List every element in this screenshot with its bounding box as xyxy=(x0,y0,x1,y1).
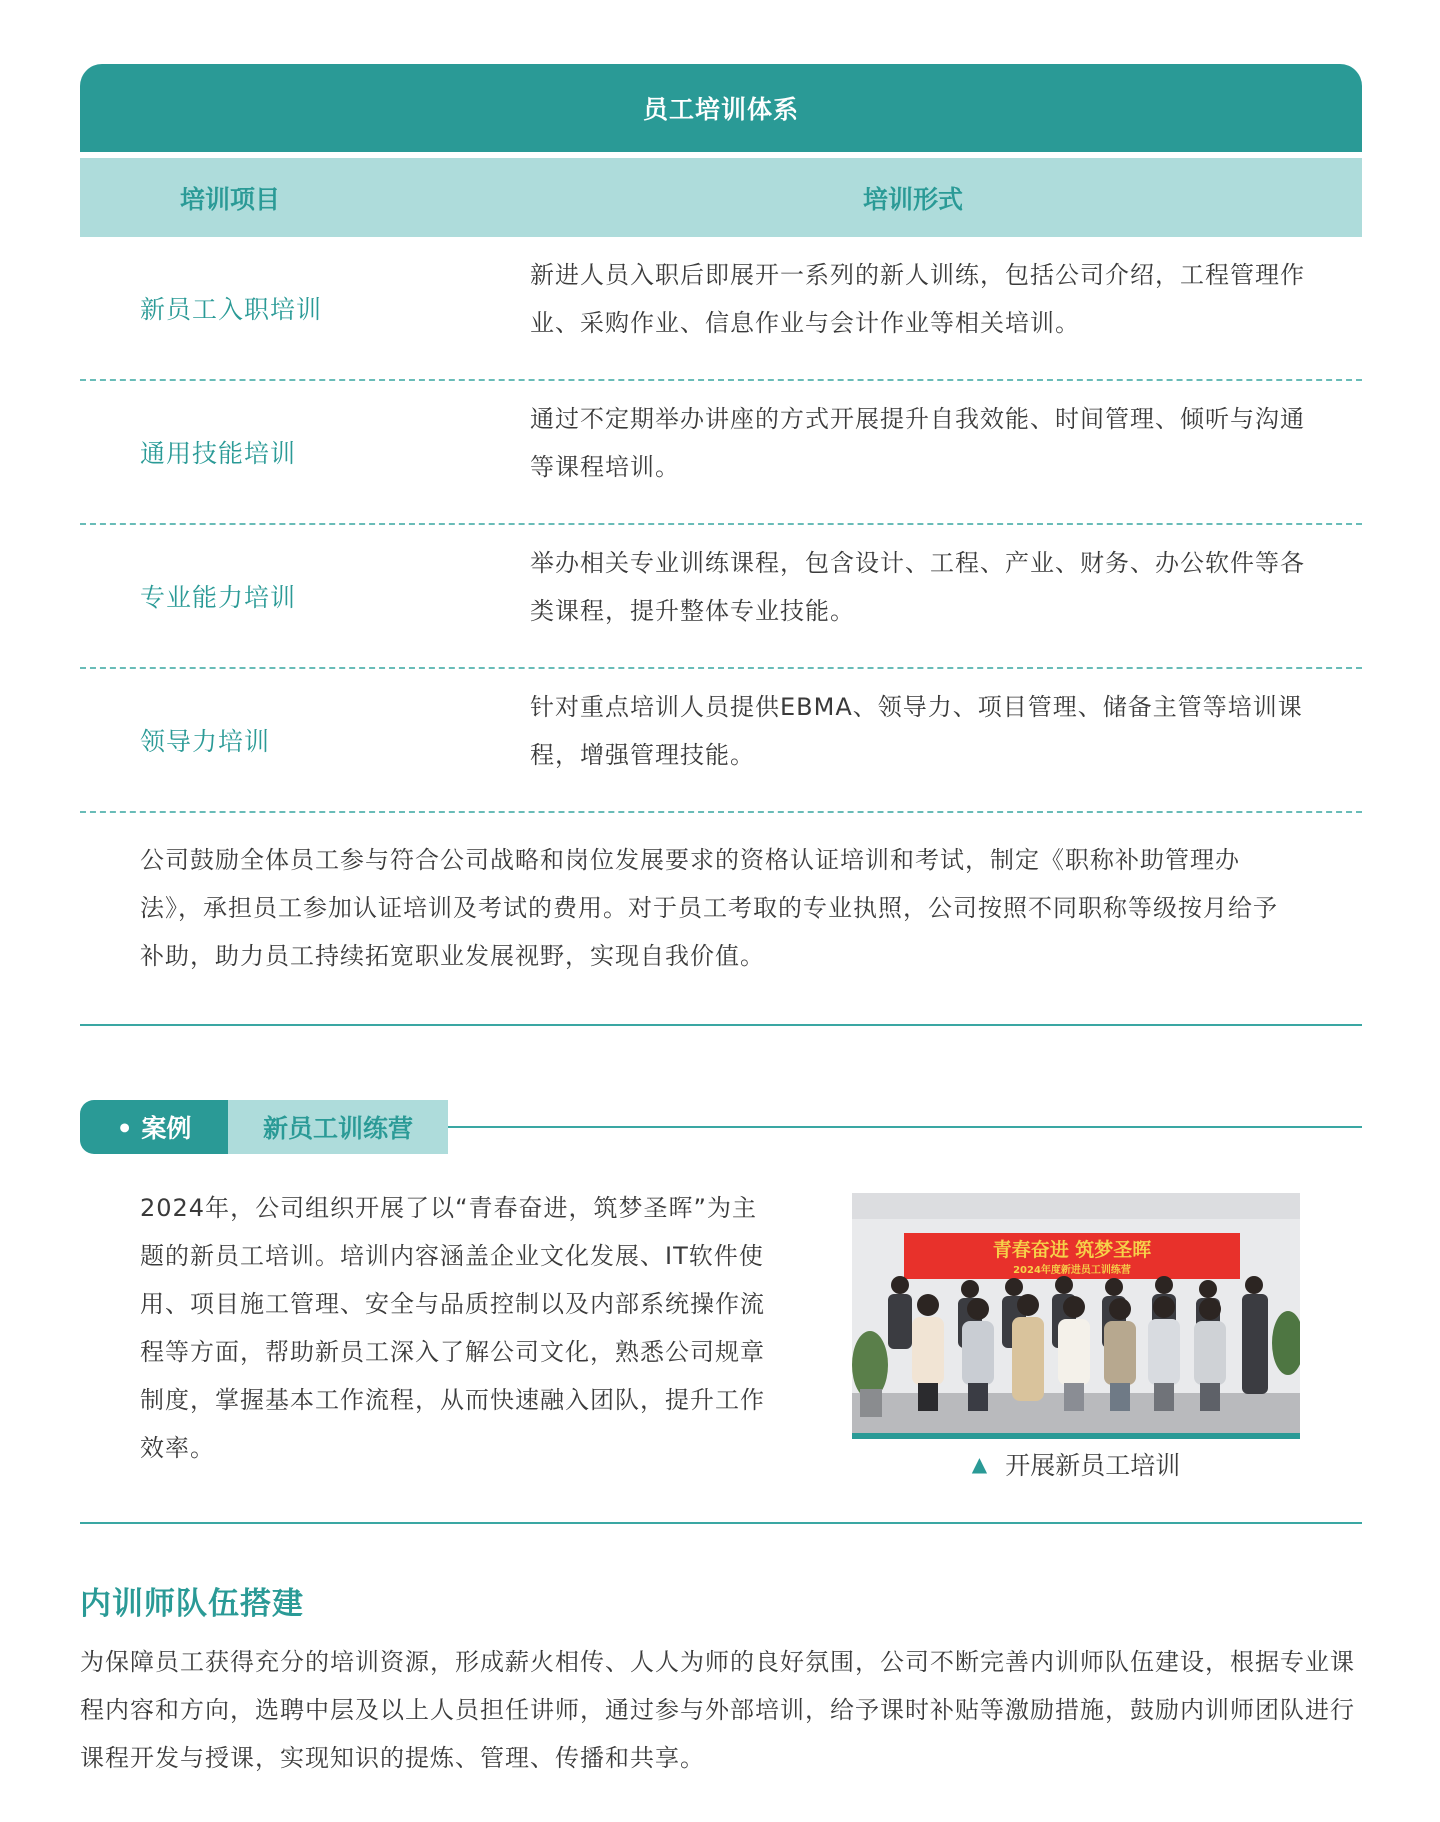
section-title: 内训师队伍搭建 xyxy=(80,1586,304,1622)
header-training-item: 培训项目 xyxy=(180,184,281,214)
header-training-form: 培训形式 xyxy=(863,184,964,214)
training-item-name: 领导力培训 xyxy=(140,727,271,756)
banner-main-text: 青春奋进 筑梦圣晖 xyxy=(992,1239,1152,1261)
caption-text: 开展新员工培训 xyxy=(1005,1451,1181,1480)
training-item-desc: 新进人员入职后即展开一系列的新人训练，包括公司介绍，工程管理作业、采购作业、信息作业与会计作业等相关培训。 xyxy=(530,261,1305,337)
banner-sub-text: 2024年度新进员工训练营 xyxy=(1013,1265,1131,1276)
training-item-desc: 通过不定期举办讲座的方式开展提升自我效能、时间管理、倾听与沟通等课程培训。 xyxy=(530,405,1305,481)
training-item-name: 专业能力培训 xyxy=(140,583,297,612)
divider xyxy=(80,1522,1362,1524)
table-row xyxy=(80,525,1362,669)
case-title: 新员工训练营 xyxy=(228,1100,448,1154)
table-note: 公司鼓励全体员工参与符合公司战略和岗位发展要求的资格认证培训和考试，制定《职称补助管理办法》，承担员工参加认证培训及考试的费用。对于员工考取的专业执照，公司按照不同职称等级按月给予补助，助力员工持续拓宽职业发展视野，实现自我价值。 xyxy=(140,846,1278,970)
training-item-desc: 针对重点培训人员提供EBMA、领导力、项目管理、储备主管等培训课程，增强管理技能。 xyxy=(530,693,1303,769)
case-text: 2024年，公司组织开展了以“青春奋进，筑梦圣晖”为主题的新员工培训。培训内容涵盖企业文化发展、IT软件使用、项目施工管理、安全与品质控制以及内部系统操作流程等方面，帮助新员工深入了解公司文化，熟悉公司规章制度，掌握基本工作流程，从而快速融入团队，提升工作效率。 xyxy=(140,1194,765,1462)
case-tag xyxy=(80,1100,448,1154)
case-divider xyxy=(448,1126,1362,1128)
training-item-desc: 举办相关专业训练课程，包含设计、工程、产业、财务、办公软件等各类课程，提升整体专业技能。 xyxy=(530,549,1305,625)
case-label: • 案例 xyxy=(80,1100,228,1154)
photo-caption xyxy=(852,1446,1300,1482)
divider xyxy=(80,1024,1362,1026)
triangle-up-icon: ▲ xyxy=(971,1452,988,1476)
table-row xyxy=(80,669,1362,813)
table-header xyxy=(80,158,1362,237)
table-title: 员工培训体系 xyxy=(80,64,1362,152)
training-item-name: 通用技能培训 xyxy=(140,439,297,468)
training-item-name: 新员工入职培训 xyxy=(140,295,323,324)
table-row xyxy=(80,381,1362,525)
table-row xyxy=(80,237,1362,381)
section-body: 为保障员工获得充分的培训资源，形成薪火相传、人人为师的良好氛围，公司不断完善内训师队伍建设，根据专业课程内容和方向，选聘中层及以上人员担任讲师，通过参与外部培训，给予课时补贴等激励措施，鼓励内训师团队进行课程开发与授课，实现知识的提炼、管理、传播和共享。 xyxy=(80,1648,1355,1772)
training-photo xyxy=(852,1193,1300,1439)
